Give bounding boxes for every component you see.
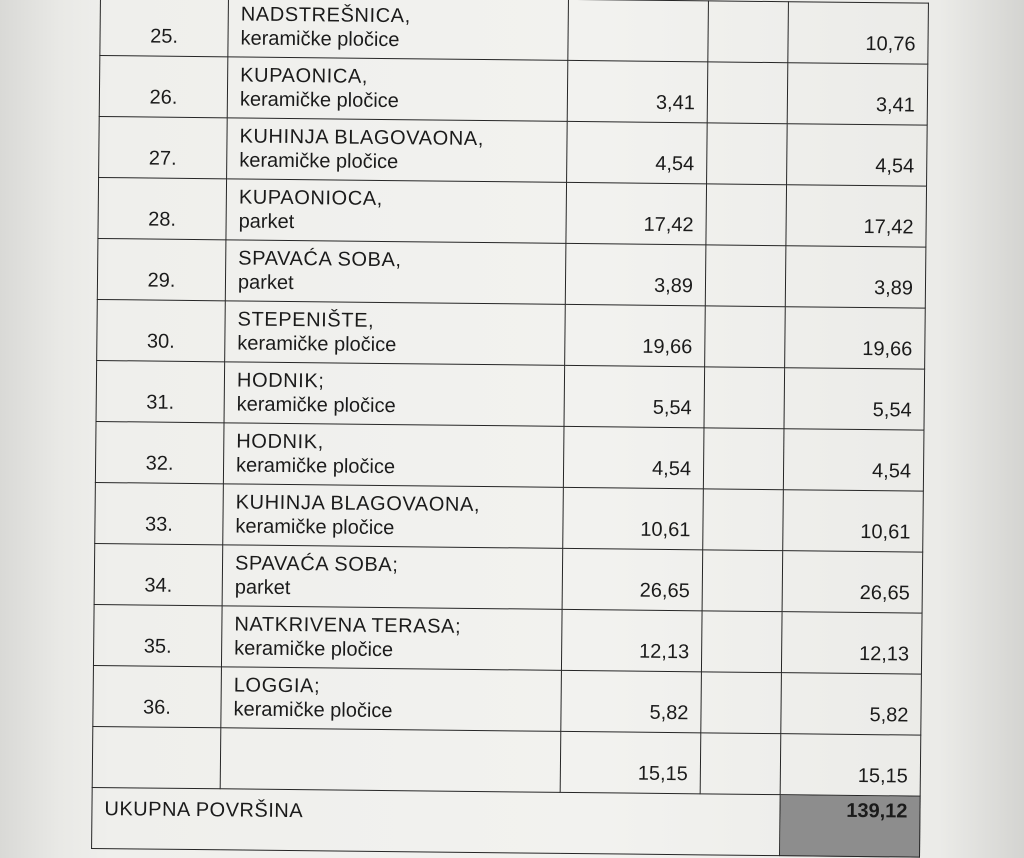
total-cell <box>786 185 927 247</box>
total-area-value: 3,41 <box>788 63 916 117</box>
room-cell <box>221 606 562 671</box>
total-area-value: 4,54 <box>784 429 912 483</box>
total-cell <box>785 307 926 369</box>
room-cell <box>222 545 563 610</box>
total-cell <box>780 734 921 796</box>
room-name: STEPENIŠTE, <box>237 307 564 334</box>
room-name: KUHINJA BLAGOVAONA, <box>236 490 563 517</box>
row-number-text: 26. <box>149 75 177 110</box>
total-cell <box>788 2 929 64</box>
area-value <box>569 0 696 31</box>
area-value: 5,54 <box>565 366 693 420</box>
room-cell <box>225 240 566 305</box>
room-cell <box>226 179 567 244</box>
row-number-text: 33. <box>145 502 173 537</box>
area-value: 17,42 <box>566 183 694 237</box>
area-cell <box>565 304 706 366</box>
total-value: 139,12 <box>780 795 921 857</box>
total-area-value: 10,61 <box>783 490 911 544</box>
area-cell <box>563 426 704 488</box>
room-finish: keramičke pločice <box>236 453 563 480</box>
total-area-value: 5,82 <box>781 673 909 727</box>
room-name: HODNIK; <box>237 368 564 395</box>
area-value: 5,82 <box>561 671 689 725</box>
empty-cell <box>703 489 784 551</box>
area-cell <box>567 60 708 122</box>
total-cell <box>784 368 925 430</box>
total-cell <box>787 63 928 125</box>
area-cell <box>560 731 701 793</box>
row-number <box>97 238 226 300</box>
total-cell <box>787 124 928 186</box>
room-cell <box>223 484 564 549</box>
area-value: 26,65 <box>563 549 691 603</box>
area-cell <box>561 670 702 732</box>
row-number-text: 31. <box>146 380 174 415</box>
room-finish: keramičke pločice <box>233 697 560 724</box>
room-finish: keramičke pločice <box>237 331 564 358</box>
room-cell <box>224 362 565 427</box>
room-finish: keramičke pločice <box>237 392 564 419</box>
table-body <box>92 0 928 796</box>
area-cell <box>561 609 702 671</box>
total-row <box>92 787 921 857</box>
table-row <box>95 421 924 491</box>
total-area-value: 19,66 <box>785 307 913 361</box>
area-value: 3,41 <box>568 61 696 115</box>
table-row <box>95 482 924 552</box>
room-name: KUPAONIOCA, <box>239 185 566 212</box>
table-row <box>93 604 922 674</box>
row-number <box>95 482 224 544</box>
empty-cell <box>703 428 784 490</box>
total-area-value: 26,65 <box>783 551 911 605</box>
room-name: SPAVAĆA SOBA; <box>235 551 562 578</box>
row-number-text: 27. <box>149 136 177 171</box>
empty-cell <box>701 672 782 734</box>
room-finish: parket <box>238 209 565 236</box>
total-cell <box>785 246 926 308</box>
empty-cell <box>701 611 782 673</box>
room-name: NADSTREŠNICA, <box>241 2 568 29</box>
empty-cell <box>705 306 786 368</box>
table-row <box>97 299 926 369</box>
room-finish <box>233 734 560 737</box>
row-number <box>93 604 222 666</box>
room-cell <box>220 728 561 793</box>
room-finish: parket <box>235 575 562 602</box>
document-sheet <box>92 0 928 793</box>
room-finish: keramičke pločice <box>240 87 567 114</box>
area-cell <box>568 0 709 62</box>
total-area-value: 12,13 <box>782 612 910 666</box>
area-cell <box>567 121 708 183</box>
row-number <box>95 421 224 483</box>
row-number <box>99 56 228 118</box>
row-number <box>94 543 223 605</box>
row-number <box>100 0 229 57</box>
empty-cell <box>707 123 788 185</box>
room-name: SPAVAĆA SOBA, <box>238 246 565 273</box>
row-number <box>93 665 222 727</box>
room-name: NATKRIVENA TERASA; <box>234 612 561 639</box>
area-value: 12,13 <box>562 610 690 664</box>
table-row <box>96 360 925 430</box>
total-cell <box>781 673 922 735</box>
row-number-text: 28. <box>148 197 176 232</box>
room-name: KUHINJA BLAGOVAONA, <box>239 124 566 151</box>
empty-cell <box>704 367 785 429</box>
empty-cell <box>706 184 787 246</box>
room-finish: parket <box>238 270 565 297</box>
room-cell <box>227 57 568 122</box>
area-value: 3,89 <box>566 244 694 298</box>
row-number-text: 25. <box>150 14 178 49</box>
row-number <box>96 360 225 422</box>
total-area-value: 3,89 <box>786 246 914 300</box>
table-row <box>97 238 926 308</box>
room-name <box>233 734 560 737</box>
total-cell <box>783 429 924 491</box>
row-number <box>92 726 221 788</box>
area-value: 19,66 <box>565 305 693 359</box>
row-number-text: 34. <box>144 562 172 597</box>
room-cell <box>223 423 564 488</box>
row-number-text: 29. <box>147 258 175 293</box>
room-finish: keramičke pločice <box>234 636 561 663</box>
area-cell <box>564 365 705 427</box>
empty-cell <box>700 733 781 795</box>
total-area-value: 10,76 <box>788 2 916 56</box>
room-cell <box>225 301 566 366</box>
table-row <box>99 116 928 186</box>
area-cell <box>565 243 706 305</box>
area-value: 4,54 <box>567 122 695 176</box>
total-cell <box>783 490 924 552</box>
row-number <box>98 177 227 239</box>
row-number-text: 36. <box>143 684 171 719</box>
total-area-value: 4,54 <box>787 124 915 178</box>
row-number <box>99 116 228 178</box>
table-row <box>93 665 922 735</box>
table-row <box>100 0 929 64</box>
total-label: UKUPNA POVRŠINA <box>92 787 781 855</box>
row-number-text: 32. <box>146 441 174 476</box>
room-finish: keramičke pločice <box>239 148 566 175</box>
room-name: KUPAONICA, <box>240 63 567 90</box>
table-row <box>94 543 923 613</box>
total-area-value: 5,54 <box>785 368 913 422</box>
room-cell <box>228 0 569 60</box>
area-value: 4,54 <box>564 427 692 481</box>
total-area-value: 15,15 <box>781 734 909 788</box>
table-row <box>99 56 928 126</box>
total-cell <box>782 551 923 613</box>
room-name: LOGGIA; <box>234 673 561 700</box>
room-name: HODNIK, <box>236 429 563 456</box>
row-number-text: 35. <box>144 623 172 658</box>
empty-cell <box>702 550 783 612</box>
area-table <box>91 0 929 858</box>
area-cell <box>562 548 703 610</box>
table-row <box>98 177 927 247</box>
area-value: 10,61 <box>563 488 691 542</box>
total-area-value: 17,42 <box>786 185 914 239</box>
area-cell <box>563 487 704 549</box>
table-row <box>92 726 921 796</box>
empty-cell <box>705 245 786 307</box>
row-number <box>97 299 226 361</box>
room-cell <box>227 118 568 183</box>
area-value: 15,15 <box>561 732 689 786</box>
row-number-text: 30. <box>147 319 175 354</box>
room-finish: keramičke pločice <box>240 26 567 53</box>
room-cell <box>221 667 562 732</box>
room-finish: keramičke pločice <box>235 514 562 541</box>
empty-cell <box>707 62 788 124</box>
total-cell <box>781 612 922 674</box>
area-cell <box>566 182 707 244</box>
empty-cell <box>708 1 789 63</box>
